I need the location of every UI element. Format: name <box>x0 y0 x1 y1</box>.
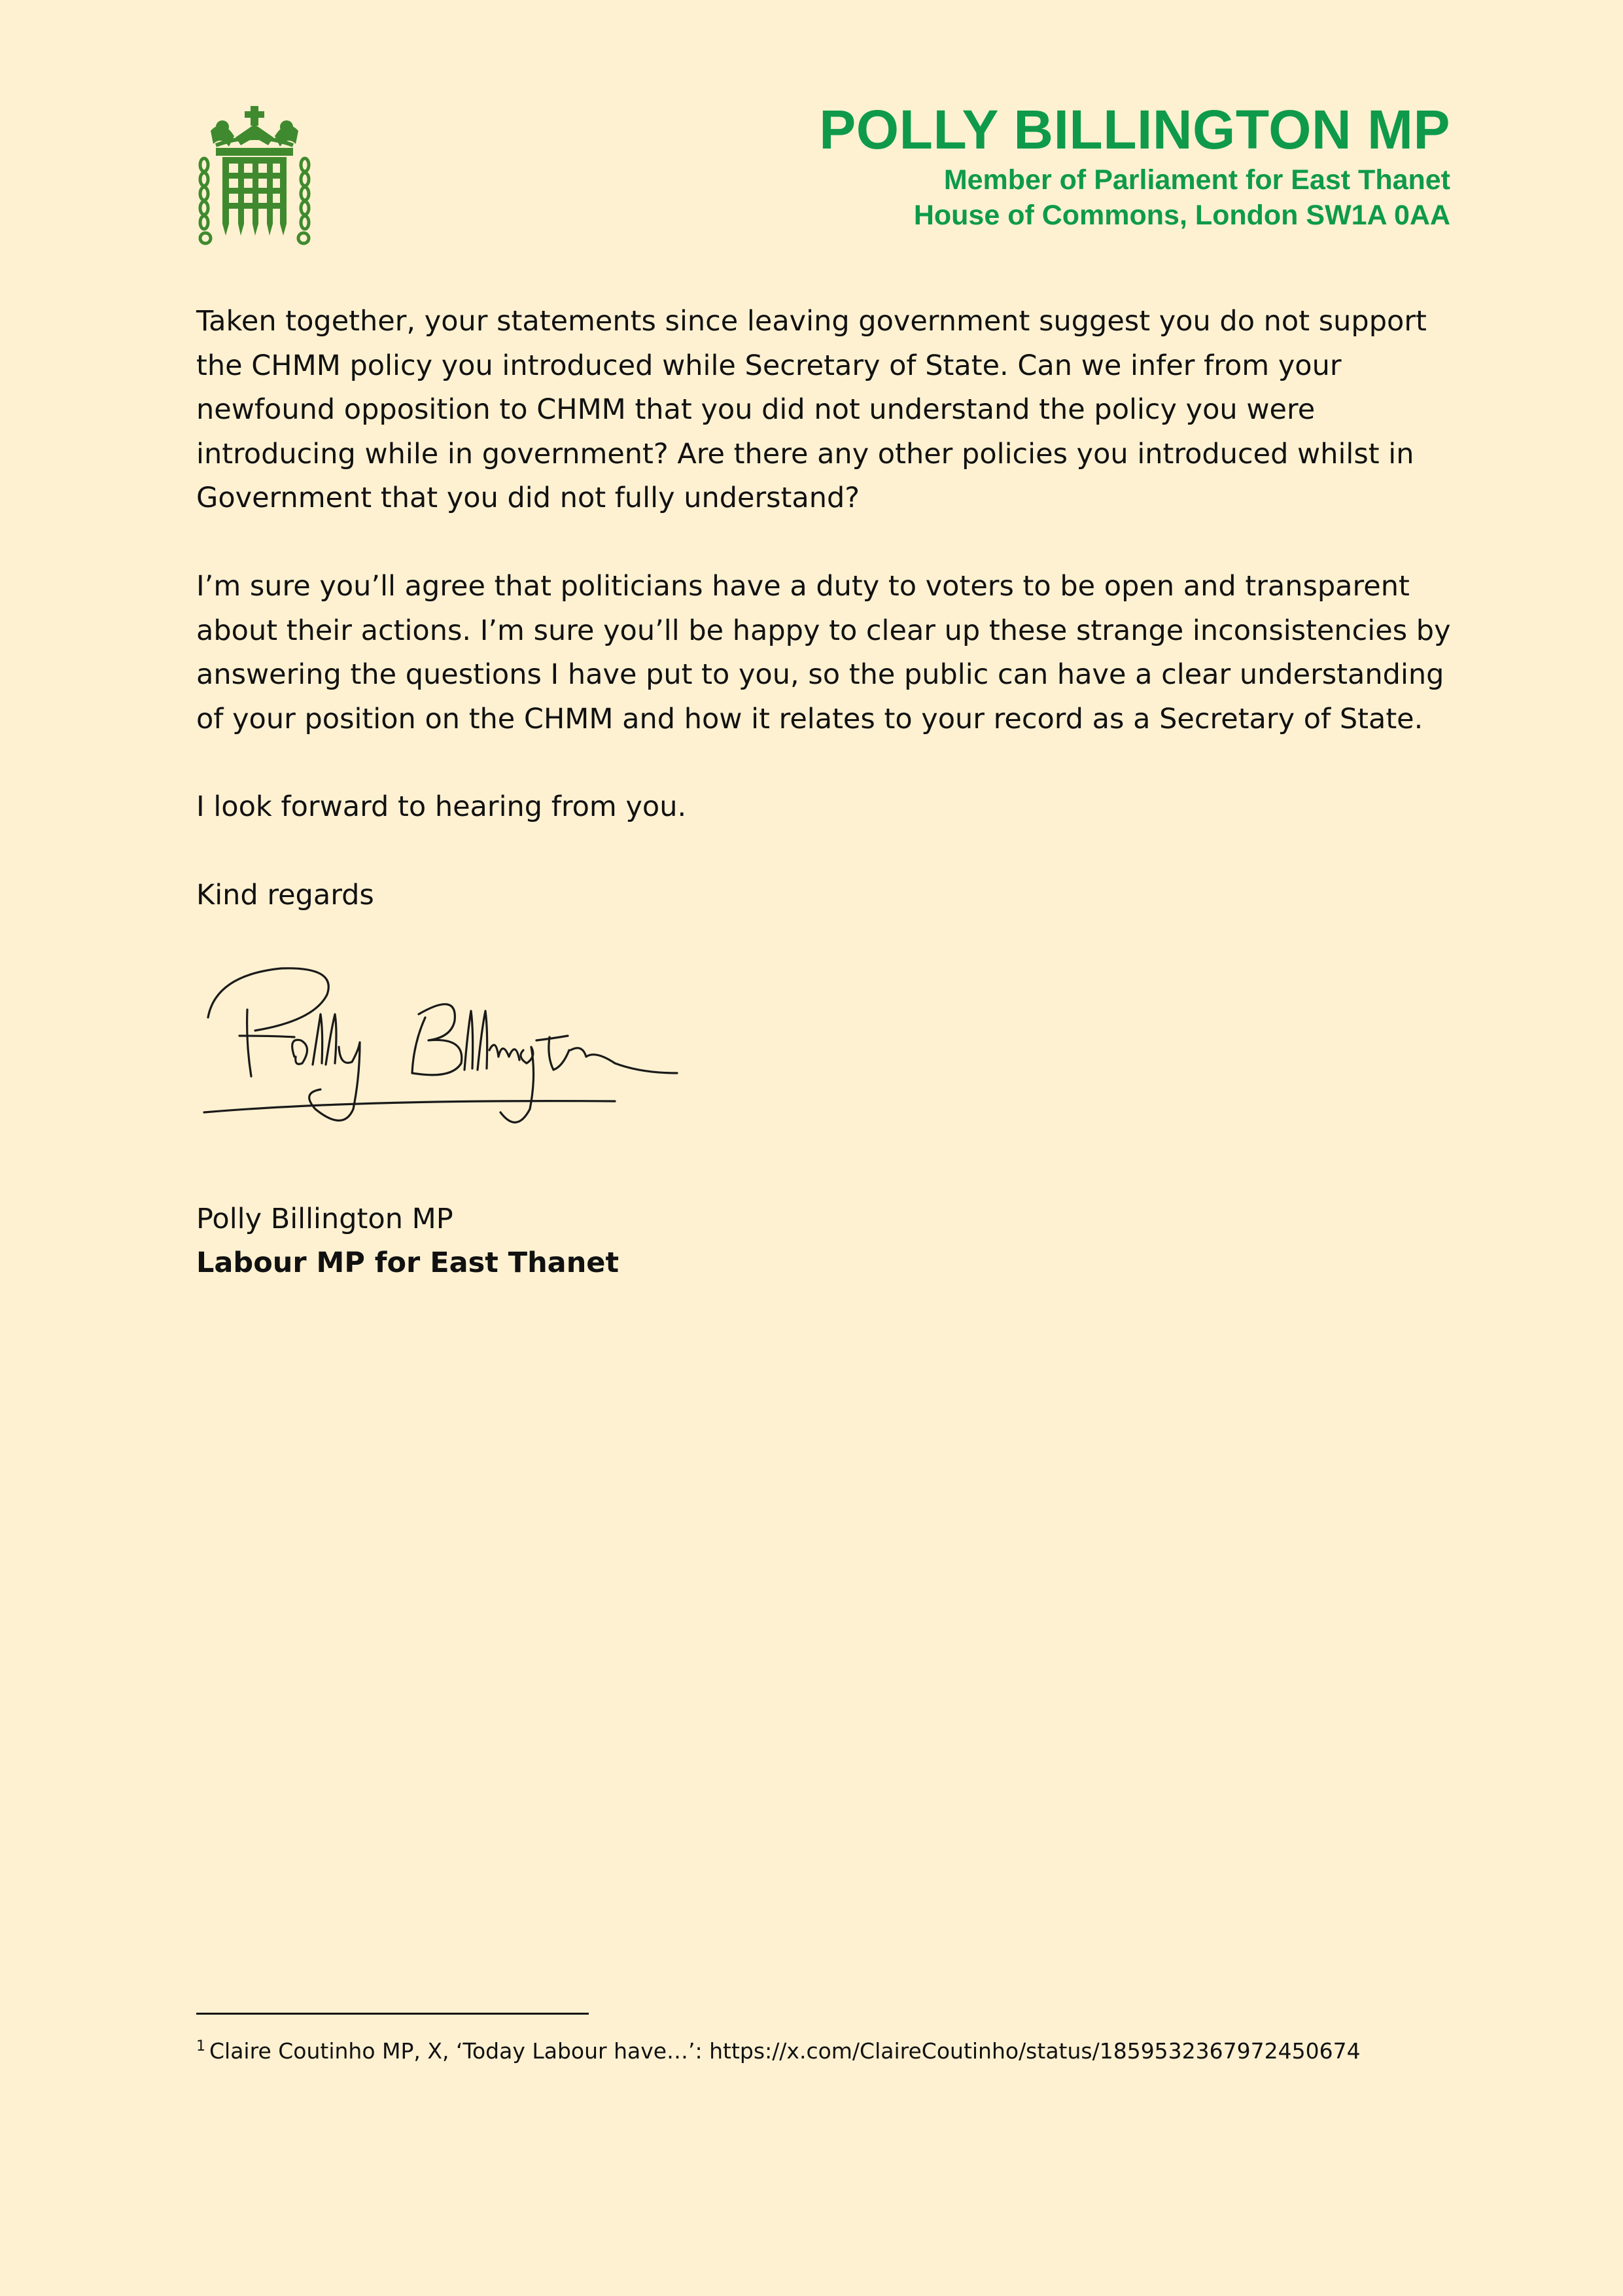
letterhead <box>819 97 1450 233</box>
signoff-name: Polly Billington MP <box>196 1203 453 1235</box>
letter-paragraph-1: Taken together, your statements since leaving government suggest you do not support the CHMM policy you introduced while Secretary of State. Can we infer from your newfound opposition to CHMM that you did not understand the policy you were introducing while in government? Are there any other policies you introduced whilst in Government that you did not fully understand? <box>196 305 1427 514</box>
portcullis-crest-icon <box>196 105 313 245</box>
footnote <box>196 2027 1361 2071</box>
signoff-role: Labour MP for East Thanet <box>196 1246 620 1279</box>
mp-address-line: House of Commons, London SW1A 0AA <box>913 200 1450 231</box>
footnote-divider <box>196 2013 589 2015</box>
mp-name-heading: POLLY BILLINGTON MP <box>819 99 1450 160</box>
letter-paragraph-3: I look forward to hearing from you. <box>196 790 687 823</box>
footnote-text: Claire Coutinho MP, X, ‘Today Labour have…’: https://x.com/ClaireCoutinho/status/1859532367972450674 <box>209 2038 1361 2064</box>
handwritten-signature <box>196 959 687 1142</box>
letter-paragraph-2: I’m sure you’ll agree that politicians have a duty to voters to be open and transparent about their actions. I’m sure you’ll be happy to clear up these strange inconsistencies by answering the questions I have put to you, so the public can have a clear understanding of your position on the CHMM and how it relates to your record as a Secretary of State. <box>196 570 1451 735</box>
mp-constituency-line: Member of Parliament for East Thanet <box>943 164 1450 196</box>
closing-salutation: Kind regards <box>196 879 374 911</box>
footnote-marker: 1 <box>196 2038 205 2055</box>
